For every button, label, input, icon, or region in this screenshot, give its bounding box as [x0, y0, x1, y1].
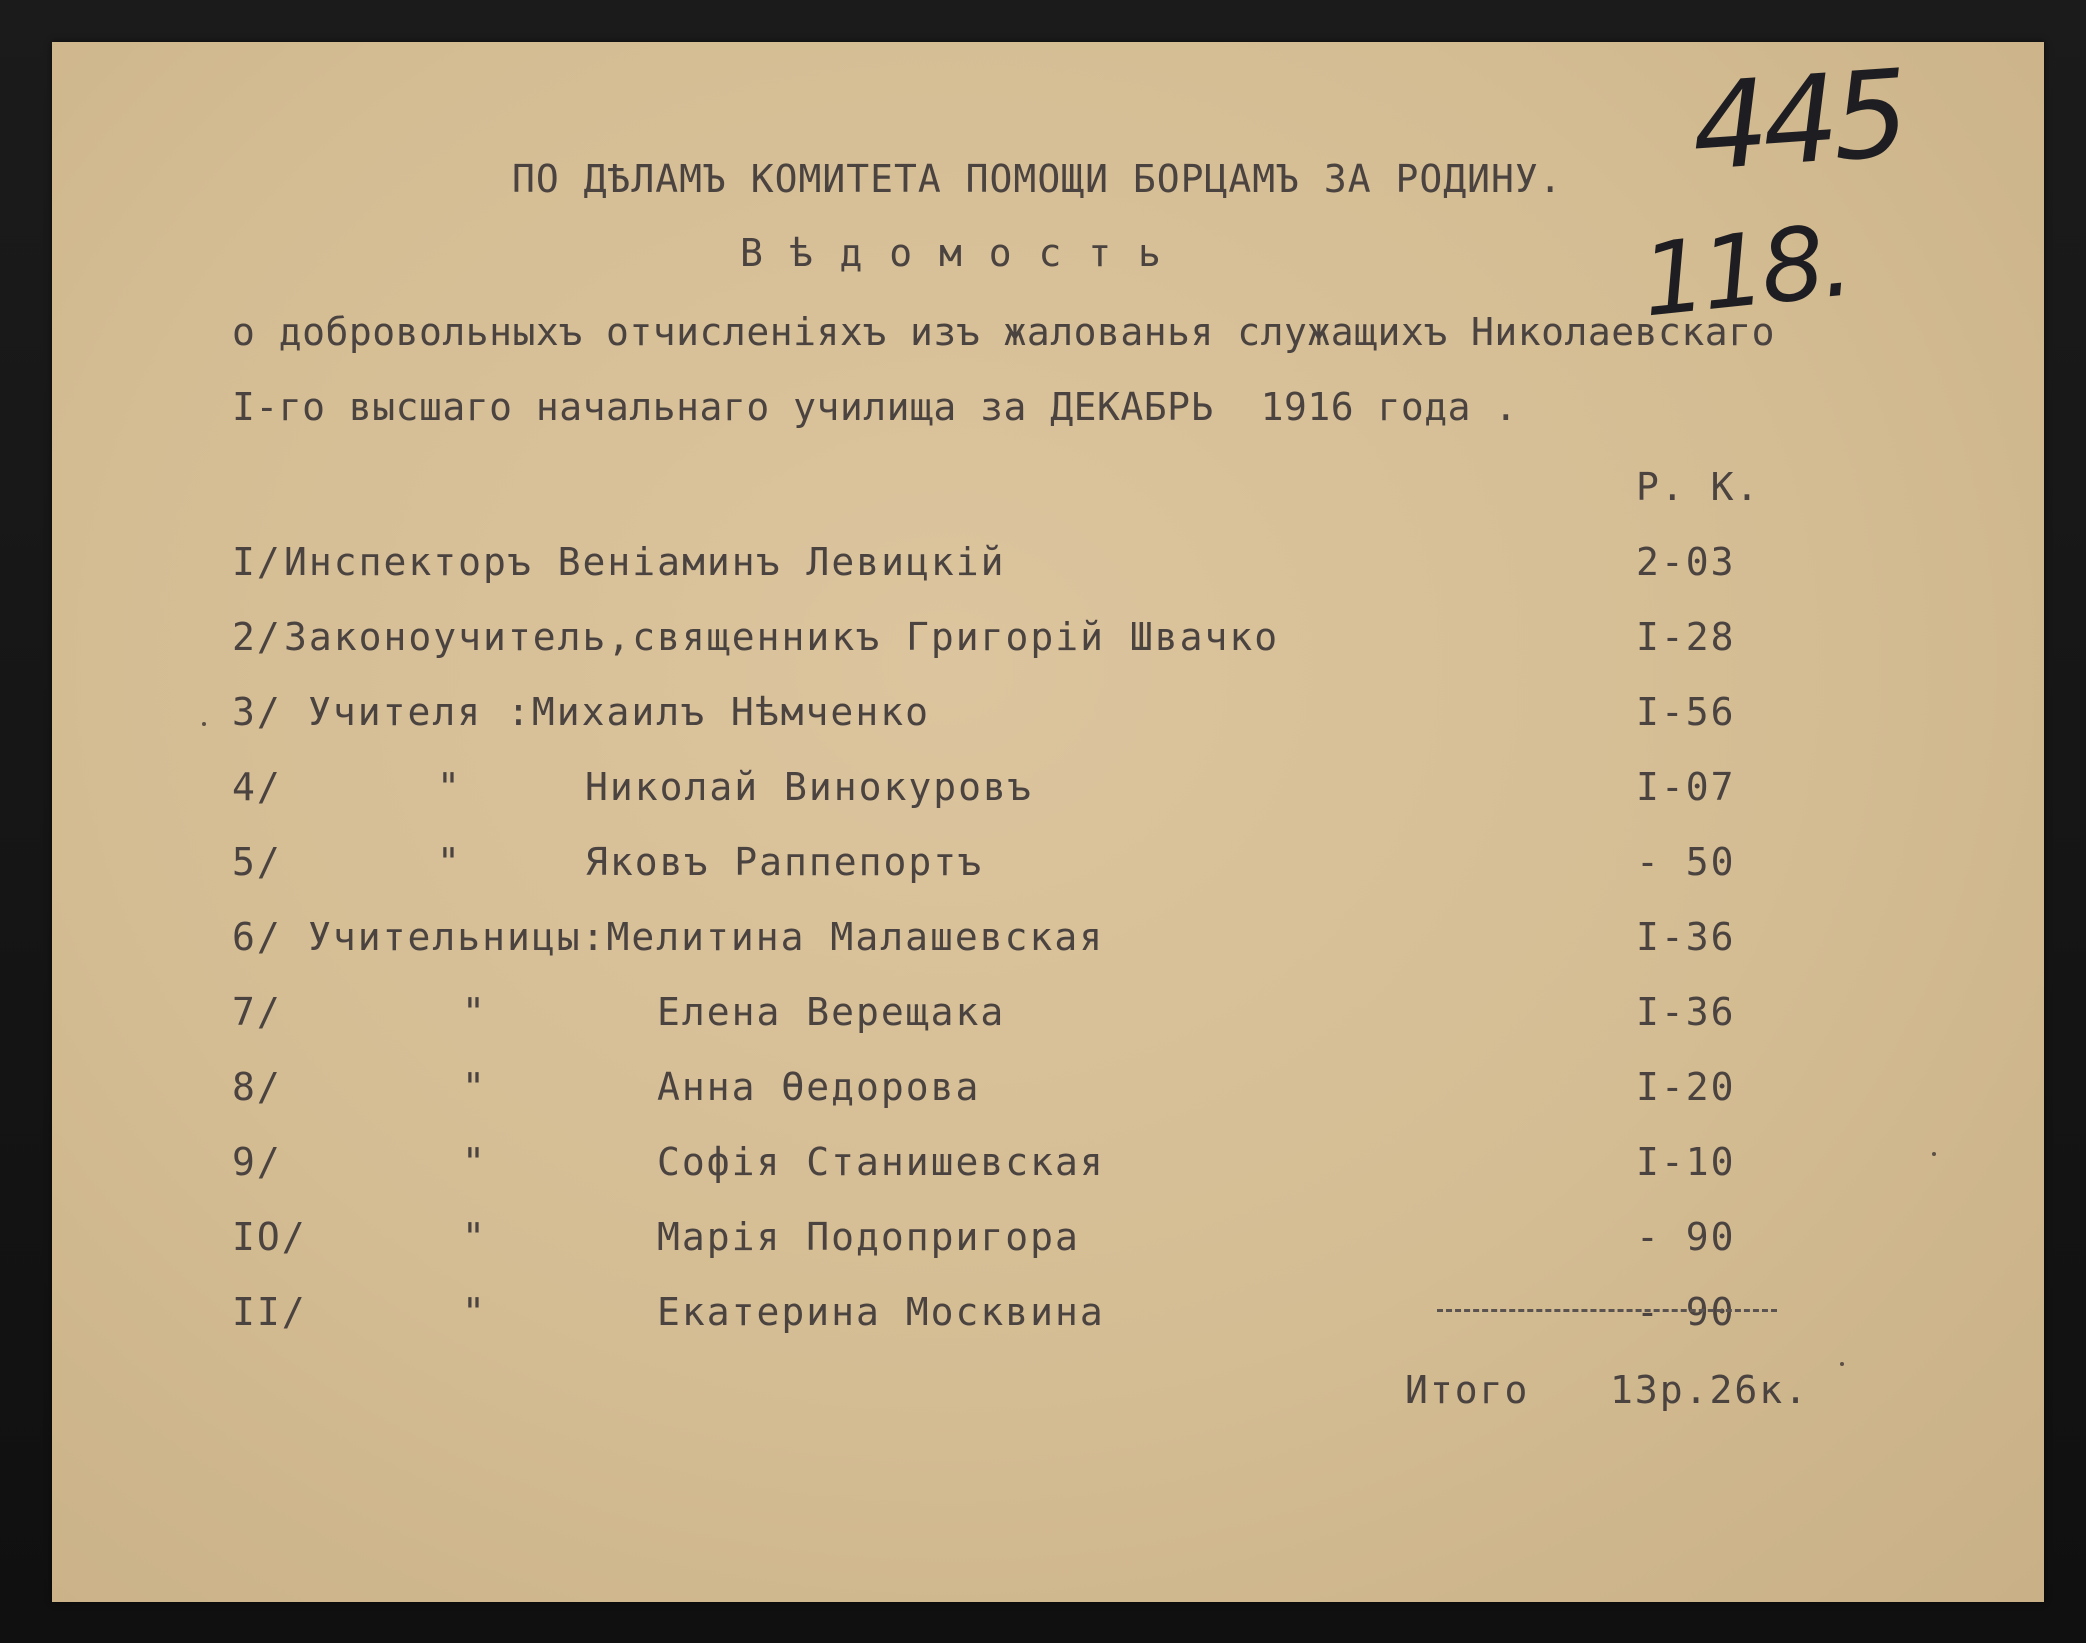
currency-header: Р. К.	[1636, 465, 1761, 509]
row-number: I/	[232, 540, 282, 584]
row-name: Екатерина Москвина	[657, 1290, 1105, 1334]
row-amount: I-20	[1636, 1065, 1736, 1109]
row-amount: - 90	[1636, 1290, 1736, 1334]
row-number: IO/	[232, 1215, 307, 1259]
row-number: 3/	[232, 690, 282, 734]
row-number: 6/	[232, 915, 282, 959]
ditto-mark: "	[462, 990, 487, 1034]
paper-speck	[1932, 1152, 1936, 1156]
paper-speck	[1840, 1362, 1844, 1366]
document-heading: ПО ДѢЛАМЪ КОМИТЕТА ПОМОЩИ БОРЦАМЪ ЗА РОДИНУ.	[512, 157, 1563, 201]
total-label: Итого	[1405, 1368, 1530, 1412]
handwritten-page-number: 118.	[1636, 201, 1855, 340]
row-name: Яковъ Раппепортъ	[585, 840, 984, 884]
row-amount: - 90	[1636, 1215, 1736, 1259]
document-title: В ѣ д о м о с т ь	[740, 231, 1163, 275]
paper-speck	[202, 722, 206, 726]
row-name: Инспекторъ Венiаминъ Левицкiй	[284, 540, 1006, 584]
row-name: Софiя Станишевская	[657, 1140, 1105, 1184]
row-number: 8/	[232, 1065, 282, 1109]
row-amount: - 50	[1636, 840, 1736, 884]
row-number: 9/	[232, 1140, 282, 1184]
row-name: Елена Верещака	[657, 990, 1006, 1034]
row-amount: I-28	[1636, 615, 1736, 659]
row-number: 7/	[232, 990, 282, 1034]
row-name: Марiя Подопригора	[657, 1215, 1080, 1259]
row-amount: I-10	[1636, 1140, 1736, 1184]
row-name: Учителя :Михаилъ Нѣмченко	[308, 690, 930, 734]
row-amount: I-07	[1636, 765, 1736, 809]
row-name: Николай Винокуровъ	[585, 765, 1033, 809]
document-subtitle-line-2: I-го высшаго начальнаго училища за ДЕКАБРЬ 1916 года .	[232, 385, 1518, 429]
row-amount: I-36	[1636, 915, 1736, 959]
ditto-mark: "	[437, 840, 462, 884]
row-name: Анна Өедорова	[657, 1065, 981, 1109]
row-number: 4/	[232, 765, 282, 809]
row-number: 5/	[232, 840, 282, 884]
row-number: II/	[232, 1290, 307, 1334]
row-name: Законоучитель,священникъ Григорiй Швачко	[284, 615, 1280, 659]
row-amount: I-56	[1636, 690, 1736, 734]
total-value: 13р.26к.	[1610, 1368, 1810, 1412]
ditto-mark: "	[462, 1140, 487, 1184]
handwritten-archive-number: 445	[1687, 44, 1908, 199]
row-amount: 2-03	[1636, 540, 1736, 584]
row-name: Учительницы:Мелитина Малашевская	[308, 915, 1105, 959]
total-divider	[1437, 1309, 1777, 1312]
paper-sheet	[52, 42, 2044, 1602]
row-amount: I-36	[1636, 990, 1736, 1034]
ditto-mark: "	[462, 1290, 487, 1334]
ditto-mark: "	[437, 765, 462, 809]
ditto-mark: "	[462, 1215, 487, 1259]
document-subtitle-line-1: о добровольныхъ отчисленiяхъ изъ жалованья служащихъ Николаевскаго	[232, 310, 1775, 354]
ditto-mark: "	[462, 1065, 487, 1109]
row-number: 2/	[232, 615, 282, 659]
